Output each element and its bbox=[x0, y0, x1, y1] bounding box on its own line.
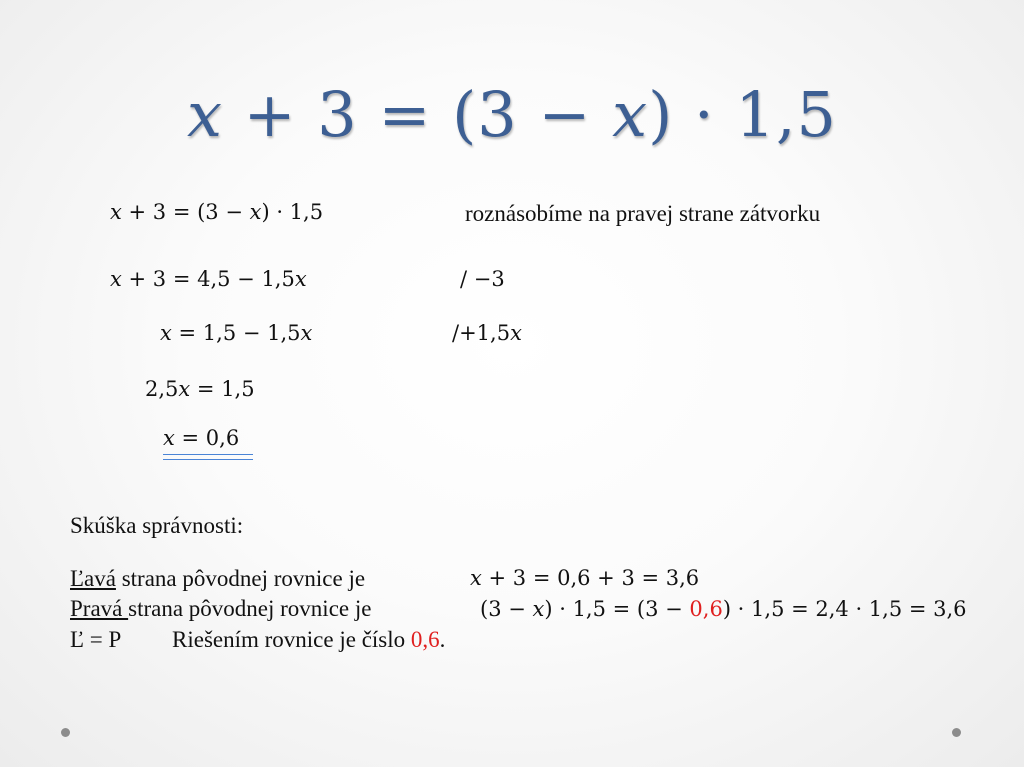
slide-title bbox=[0, 78, 1024, 151]
step-3-note: /+1,5x bbox=[452, 321, 522, 345]
step-3-equation: x = 1,5 − 1,5x bbox=[160, 321, 313, 345]
title-var-x: x bbox=[186, 78, 223, 151]
corner-dot-right bbox=[952, 728, 961, 737]
title-part: + 3 = (3 − bbox=[222, 78, 613, 151]
left-side-label: Ľavá bbox=[70, 566, 116, 591]
check-heading: Skúška správnosti: bbox=[70, 513, 244, 538]
title-var-x: x bbox=[612, 78, 649, 151]
step-5-result: x = 0,6 bbox=[163, 426, 240, 450]
result-underline-bottom bbox=[163, 459, 253, 460]
solution-value: 0,6 bbox=[410, 627, 440, 652]
step-1-equation: x + 3 = (3 − x) · 1,5 bbox=[110, 200, 324, 224]
right-side-label: Pravá bbox=[70, 596, 129, 621]
step-2-note: / −3 bbox=[460, 267, 505, 291]
step-1-note: roznásobíme na pravej strane zátvorku bbox=[465, 201, 821, 226]
check-right-line: Pravá strana pôvodnej rovnice je bbox=[70, 596, 372, 621]
l-equals-p: Ľ = P bbox=[70, 627, 122, 652]
check-right-equation: (3 − x) · 1,5 = (3 − 0,6) · 1,5 = 2,4 · 1,5 = 3,6 bbox=[480, 597, 967, 621]
check-left-equation: x + 3 = 0,6 + 3 = 3,6 bbox=[470, 566, 700, 590]
result-underline-top bbox=[163, 454, 253, 455]
step-4-equation: 2,5x = 1,5 bbox=[145, 377, 255, 401]
substituted-value: 0,6 bbox=[689, 597, 723, 621]
step-2-equation: x + 3 = 4,5 − 1,5x bbox=[110, 267, 307, 291]
check-left-line: Ľavá strana pôvodnej rovnice je bbox=[70, 566, 366, 591]
solution-statement: Riešením rovnice je číslo 0,6. bbox=[172, 627, 446, 652]
corner-dot-left bbox=[61, 728, 70, 737]
title-part: ) · 1,5 bbox=[648, 78, 838, 151]
